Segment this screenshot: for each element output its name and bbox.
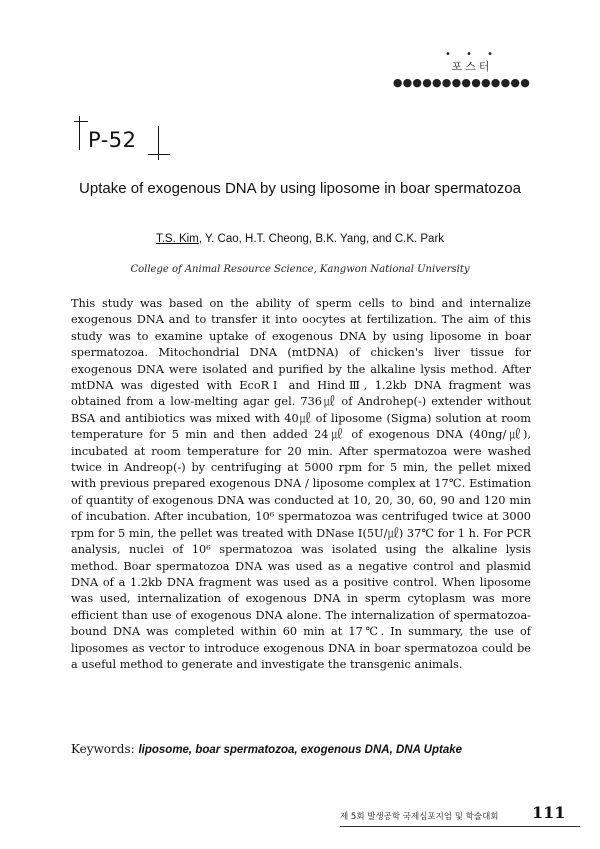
- section-tag-dots: • • •: [444, 49, 500, 60]
- affiliation: College of Animal Resource Science, Kangwon National University: [130, 264, 470, 275]
- poster-bracket-right-cap: [148, 154, 170, 155]
- paper-title: Uptake of exogenous DNA by using liposome in boar spermatozoa: [79, 180, 521, 197]
- page-number: 111: [532, 803, 566, 822]
- poster-bracket-left-cap: [74, 121, 88, 122]
- keywords-label: Keywords:: [71, 742, 139, 756]
- footer-conference: 제 5회 발생공학 국제심포지엄 및 학술대회: [340, 812, 499, 822]
- co-authors: , Y. Cao, H.T. Cheong, B.K. Yang, and C.K. Park: [198, 233, 445, 245]
- poster-id: P-52: [88, 128, 137, 152]
- dot-rule: ●●●●●●●●●●●●●●: [392, 76, 530, 89]
- keywords-terms: liposome, boar spermatozoa, exogenous DNA, DNA Uptake: [138, 744, 463, 756]
- author-list: [60, 233, 540, 245]
- keywords: [71, 742, 541, 756]
- section-tag-label: 포스터: [451, 60, 493, 73]
- abstract-body: This study was based on the ability of sperm cells to bind and internalize exogenous DNA and to transfer it into oocytes at fertilization. The aim of this study was to examine uptake of exogenous DNA by using liposome in boar spermatozoa. Mitochondrial DNA (mtDNA) of chicken's liver tissue for exogenous DNA were isolated and purified by the alkaline lysis method. After mtDNA was digested with EcoRⅠ and HindⅢ, 1.2kb DNA fragment was obtained from a low-melting agar gel. 736㎕ of Androhep(-) extender without BSA and antibiotics was mixed with 40㎕ of liposome (Sigma) solution at room temperature for 5 min and then added 24㎕ of exogenous DNA (40ng/㎕), incubated at room temperature for 20 min. After spermatozoa were washed twice in Andreop(-) by centrifuging at 5000 rpm for 5 min, the pellet mixed with previous prepared exogenous DNA / liposome complex at 17℃. Estimation of quantity of exogenous DNA was conducted at 10, 20, 30, 60, 90 and 120 min of incubation. After incubation, 10⁶ spermatozoa was centrifuged twice at 3000 rpm for 5 min, the pellet was treated with DNase Ⅰ(5U/㎕) 37℃ for 1 h. For PCR analysis, nuclei of 10⁶ spermatozoa was isolated using the alkaline lysis method. Boar spermatozoa DNA was used as a negative control and plasmid DNA of a 1.2kb DNA fragment was used as a positive control. When liposome was used, internalization of exogenous DNA in sperm cytoplasm was more efficient than use of exogenous DNA alone. The internalization of spermatozoa-bound DNA was completed within 60 min at 17℃. In summary, the use of liposomes as vector to introduce exogenous DNA in boar spermatozoa could be a useful method to generate and investigate the transgenic animals.: [71, 297, 531, 671]
- section-tag: [422, 49, 522, 74]
- presenting-author: T.S. Kim: [155, 233, 199, 245]
- footer-rule: [340, 826, 580, 827]
